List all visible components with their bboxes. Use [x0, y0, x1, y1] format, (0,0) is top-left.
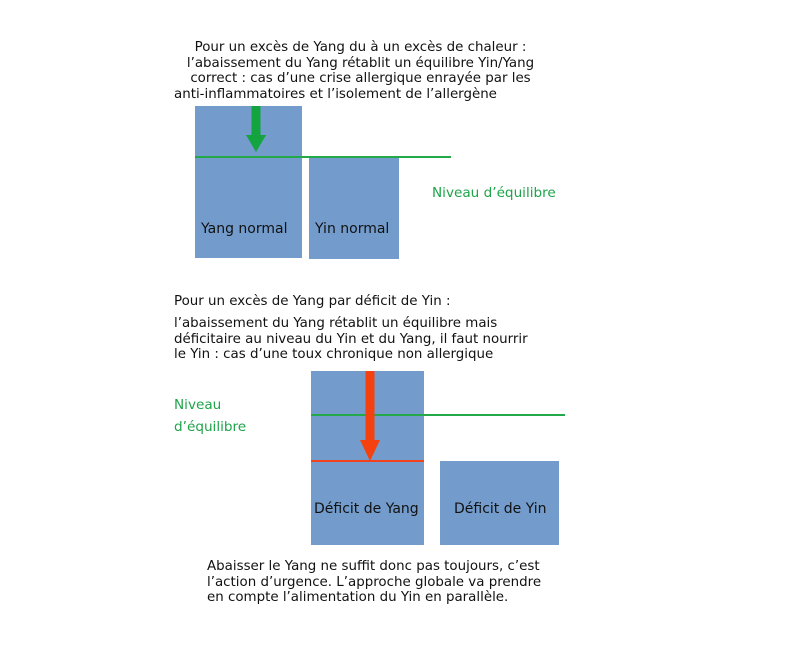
section2-caption-line: le Yin : cas d’une toux chronique non allergique	[174, 347, 494, 362]
section2-caption-line: l’abaissement du Yang rétablit un équilibre mais	[174, 316, 498, 331]
yin-normal-label: Yin normal	[315, 221, 390, 237]
conclusion-line: en compte l’alimentation du Yin en parallèle.	[207, 590, 509, 605]
section2-caption-line: déficitaire au niveau du Yin et du Yang, il faut nourrir	[174, 331, 528, 347]
yang-normal-label: Yang normal	[201, 221, 288, 237]
section1-caption-line: Pour un excès de Yang du à un excès de chaleur :	[194, 40, 527, 55]
down-arrow-icon	[359, 371, 381, 463]
conclusion-line: Abaisser le Yang ne suffit donc pas toujours, c’est	[207, 559, 540, 574]
section1-caption-line: anti-inflammatoires et l’isolement de l’allergène	[174, 86, 497, 102]
down-arrow-icon	[245, 106, 267, 154]
equilibrium-line	[311, 414, 565, 416]
yang-deficit-label: Déficit de Yang	[314, 501, 419, 517]
yin-normal-box	[309, 158, 399, 259]
equilibrium-line	[195, 156, 451, 158]
conclusion-line: l’action d’urgence. L’approche globale va prendre	[207, 574, 542, 590]
section2-title: Pour un excès de Yang par déficit de Yin :	[174, 294, 451, 309]
section1-caption-line: l’abaissement du Yang rétablit un équilibre Yin/Yang	[186, 55, 535, 71]
equilibrium-label: d’équilibre	[174, 419, 247, 435]
equilibrium-label: Niveau	[174, 397, 222, 413]
yin-deficit-label: Déficit de Yin	[454, 501, 547, 517]
section1-caption-line: correct : cas d’une crise allergique enrayée par les	[190, 71, 531, 86]
equilibrium-label: Niveau d’équilibre	[432, 185, 556, 201]
